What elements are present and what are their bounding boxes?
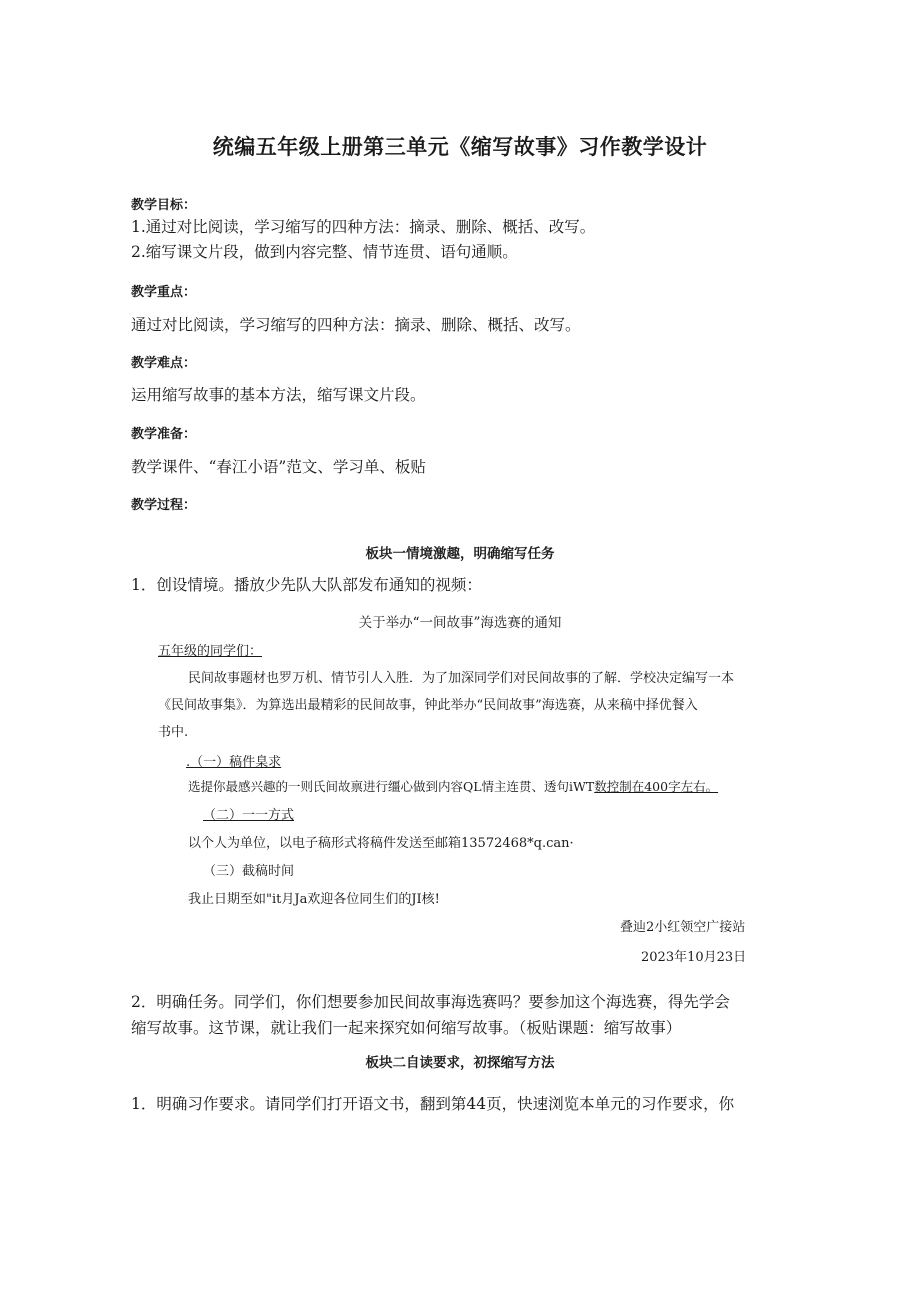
notice-signature: 叠辿2小红领空广接站 bbox=[620, 920, 746, 935]
notice-date: 2023年10月23日 bbox=[641, 950, 747, 965]
notice-section-text bbox=[188, 777, 718, 795]
notice-text-part: 选提你最感兴趣的一则氏间故禀进行缰心做到内容QL情主连贯、透句iWT bbox=[188, 779, 595, 794]
key-points-text: 通过对比阅读，学习缩写的四种方法：摘录、删除、概括、改写。 bbox=[131, 316, 581, 334]
block1-step1: 1．创设情境。播放少先队大队部发布通知的视频： bbox=[131, 576, 482, 594]
notice-section-text: 以个人为单位，以电子稿形式将稿件发送至邮箱13572468*q.can· bbox=[188, 836, 574, 851]
goals-label: 教学目标： bbox=[131, 198, 197, 213]
notice-paragraph: 书中. bbox=[158, 725, 189, 740]
block1-step2: 2．明确任务。同学们，你们想要参加民间故事海选赛吗？要参加这个海选赛，得先学会 bbox=[131, 993, 730, 1011]
notice-greeting: 五年级的同学们： bbox=[158, 644, 263, 659]
notice-paragraph: 民间故事题材也罗万机、情节引人入胜．为了加深同学们对民间故事的了解．学校决定编写一本 bbox=[188, 671, 735, 686]
goal-item: 1.通过对比阅读，学习缩写的四种方法：摘录、删除、概括、改写。 bbox=[131, 218, 596, 236]
notice-section-title-text: （二）一一方式 bbox=[203, 808, 295, 823]
key-points-label: 教学重点： bbox=[131, 285, 197, 300]
difficulties-text: 运用缩写故事的基本方法，缩写课文片段。 bbox=[131, 386, 426, 404]
block2-step1: 1．明确习作要求。请同学们打开语文书，翻到第44页，快速浏览本单元的习作要求，你 bbox=[131, 1095, 735, 1113]
difficulties-label: 教学难点： bbox=[131, 356, 197, 371]
notice-section-title: .（一）稿件臬求 bbox=[186, 755, 282, 770]
notice-section-text: 我止日期至如"it月Ja欢迎各位同生们的JI核! bbox=[188, 892, 440, 907]
notice-section-title bbox=[203, 804, 294, 823]
block2-title: 板块二自读要求，初探缩写方法 bbox=[365, 1055, 555, 1071]
notice-paragraph: 《民间故事集》．为算选出最精彩的民间故事，钟此举办“民间故事”海选赛，从来稿中择优餐入 bbox=[158, 698, 698, 713]
block1-title: 板块一情境激趣，明确缩写任务 bbox=[365, 546, 555, 562]
page-title: 统编五年级上册第三单元《缩写故事》习作教学设计 bbox=[212, 135, 708, 159]
notice-text-part-underlined: 数控制在400字左右。 bbox=[594, 779, 719, 794]
preparation-text: 教学课件、“春江小语”范文、学习单、板贴 bbox=[131, 458, 426, 476]
block1-step2: 缩写故事。这节课，就让我们一起来探究如何缩写故事。（板贴课题：缩写故事） bbox=[131, 1019, 682, 1037]
process-label: 教学过程： bbox=[131, 498, 197, 513]
preparation-label: 教学准备： bbox=[131, 427, 197, 442]
goal-item: 2.缩写课文片段，做到内容完整、情节连贯、语句通顺。 bbox=[131, 243, 518, 261]
notice-section-title: （三）截稿时间 bbox=[203, 864, 295, 879]
notice-title: 关于举办“一间故事”海选赛的通知 bbox=[358, 615, 562, 631]
